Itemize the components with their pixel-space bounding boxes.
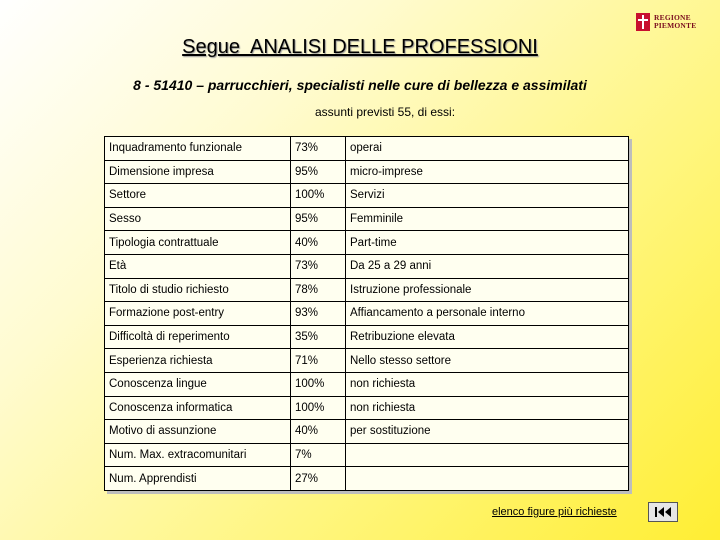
row-label: Dimensione impresa (105, 160, 291, 184)
row-label: Difficoltà di reperimento (105, 325, 291, 349)
row-value (346, 443, 629, 467)
row-label: Num. Apprendisti (105, 467, 291, 491)
row-value: operai (346, 137, 629, 161)
logo-line-2: PIEMONTE (654, 21, 697, 30)
row-value: Nello stesso settore (346, 349, 629, 373)
row-percentage: 35% (291, 325, 346, 349)
most-requested-figures-link[interactable]: elenco figure più richieste (492, 506, 617, 518)
row-value (346, 467, 629, 491)
row-label: Titolo di studio richiesto (105, 278, 291, 302)
row-value: Affiancamento a personale interno (346, 302, 629, 326)
row-percentage: 95% (291, 207, 346, 231)
row-label: Conoscenza informatica (105, 396, 291, 420)
row-value: Da 25 a 29 anni (346, 254, 629, 278)
table-row (105, 302, 629, 326)
table-row (105, 231, 629, 255)
row-label: Sesso (105, 207, 291, 231)
table-row (105, 396, 629, 420)
table-row (105, 207, 629, 231)
row-percentage: 40% (291, 420, 346, 444)
table-row (105, 443, 629, 467)
row-value: non richiesta (346, 396, 629, 420)
table-row (105, 137, 629, 161)
row-percentage: 78% (291, 278, 346, 302)
row-value: Istruzione professionale (346, 278, 629, 302)
row-percentage: 100% (291, 184, 346, 208)
row-label: Formazione post-entry (105, 302, 291, 326)
page-title: Segue ANALISI DELLE PROFESSIONI (182, 36, 538, 58)
profession-subtitle: 8 - 51410 – parrucchieri, specialisti nelle cure di bellezza e assimilati (133, 77, 587, 93)
row-percentage: 7% (291, 443, 346, 467)
row-value: Femminile (346, 207, 629, 231)
hiring-note: assunti previsti 55, di essi: (314, 105, 456, 119)
table-row (105, 254, 629, 278)
table-row (105, 420, 629, 444)
row-label: Inquadramento funzionale (105, 137, 291, 161)
table-row (105, 325, 629, 349)
profession-analysis-table (104, 136, 629, 491)
skip-back-icon (654, 506, 672, 518)
row-value: per sostituzione (346, 420, 629, 444)
regione-piemonte-logo (636, 12, 706, 32)
table-row (105, 372, 629, 396)
row-percentage: 95% (291, 160, 346, 184)
row-value: Retribuzione elevata (346, 325, 629, 349)
row-label: Età (105, 254, 291, 278)
row-label: Conoscenza lingue (105, 372, 291, 396)
row-percentage: 100% (291, 372, 346, 396)
row-label: Tipologia contrattuale (105, 231, 291, 255)
row-percentage: 71% (291, 349, 346, 373)
logo-line-1: REGIONE (654, 13, 691, 22)
row-percentage: 73% (291, 254, 346, 278)
row-label: Num. Max. extracomunitari (105, 443, 291, 467)
table-body (105, 137, 629, 491)
row-percentage: 100% (291, 396, 346, 420)
logo-text (654, 14, 696, 30)
row-value: non richiesta (346, 372, 629, 396)
table-row (105, 184, 629, 208)
table-row (105, 349, 629, 373)
row-percentage: 93% (291, 302, 346, 326)
table-row (105, 467, 629, 491)
table-row (105, 278, 629, 302)
row-label: Motivo di assunzione (105, 420, 291, 444)
row-label: Settore (105, 184, 291, 208)
table-row (105, 160, 629, 184)
row-value: Part-time (346, 231, 629, 255)
row-value: micro-imprese (346, 160, 629, 184)
row-percentage: 73% (291, 137, 346, 161)
back-button[interactable] (648, 502, 678, 522)
row-value: Servizi (346, 184, 629, 208)
row-percentage: 27% (291, 467, 346, 491)
row-label: Esperienza richiesta (105, 349, 291, 373)
cross-shield-icon (636, 13, 650, 31)
row-percentage: 40% (291, 231, 346, 255)
